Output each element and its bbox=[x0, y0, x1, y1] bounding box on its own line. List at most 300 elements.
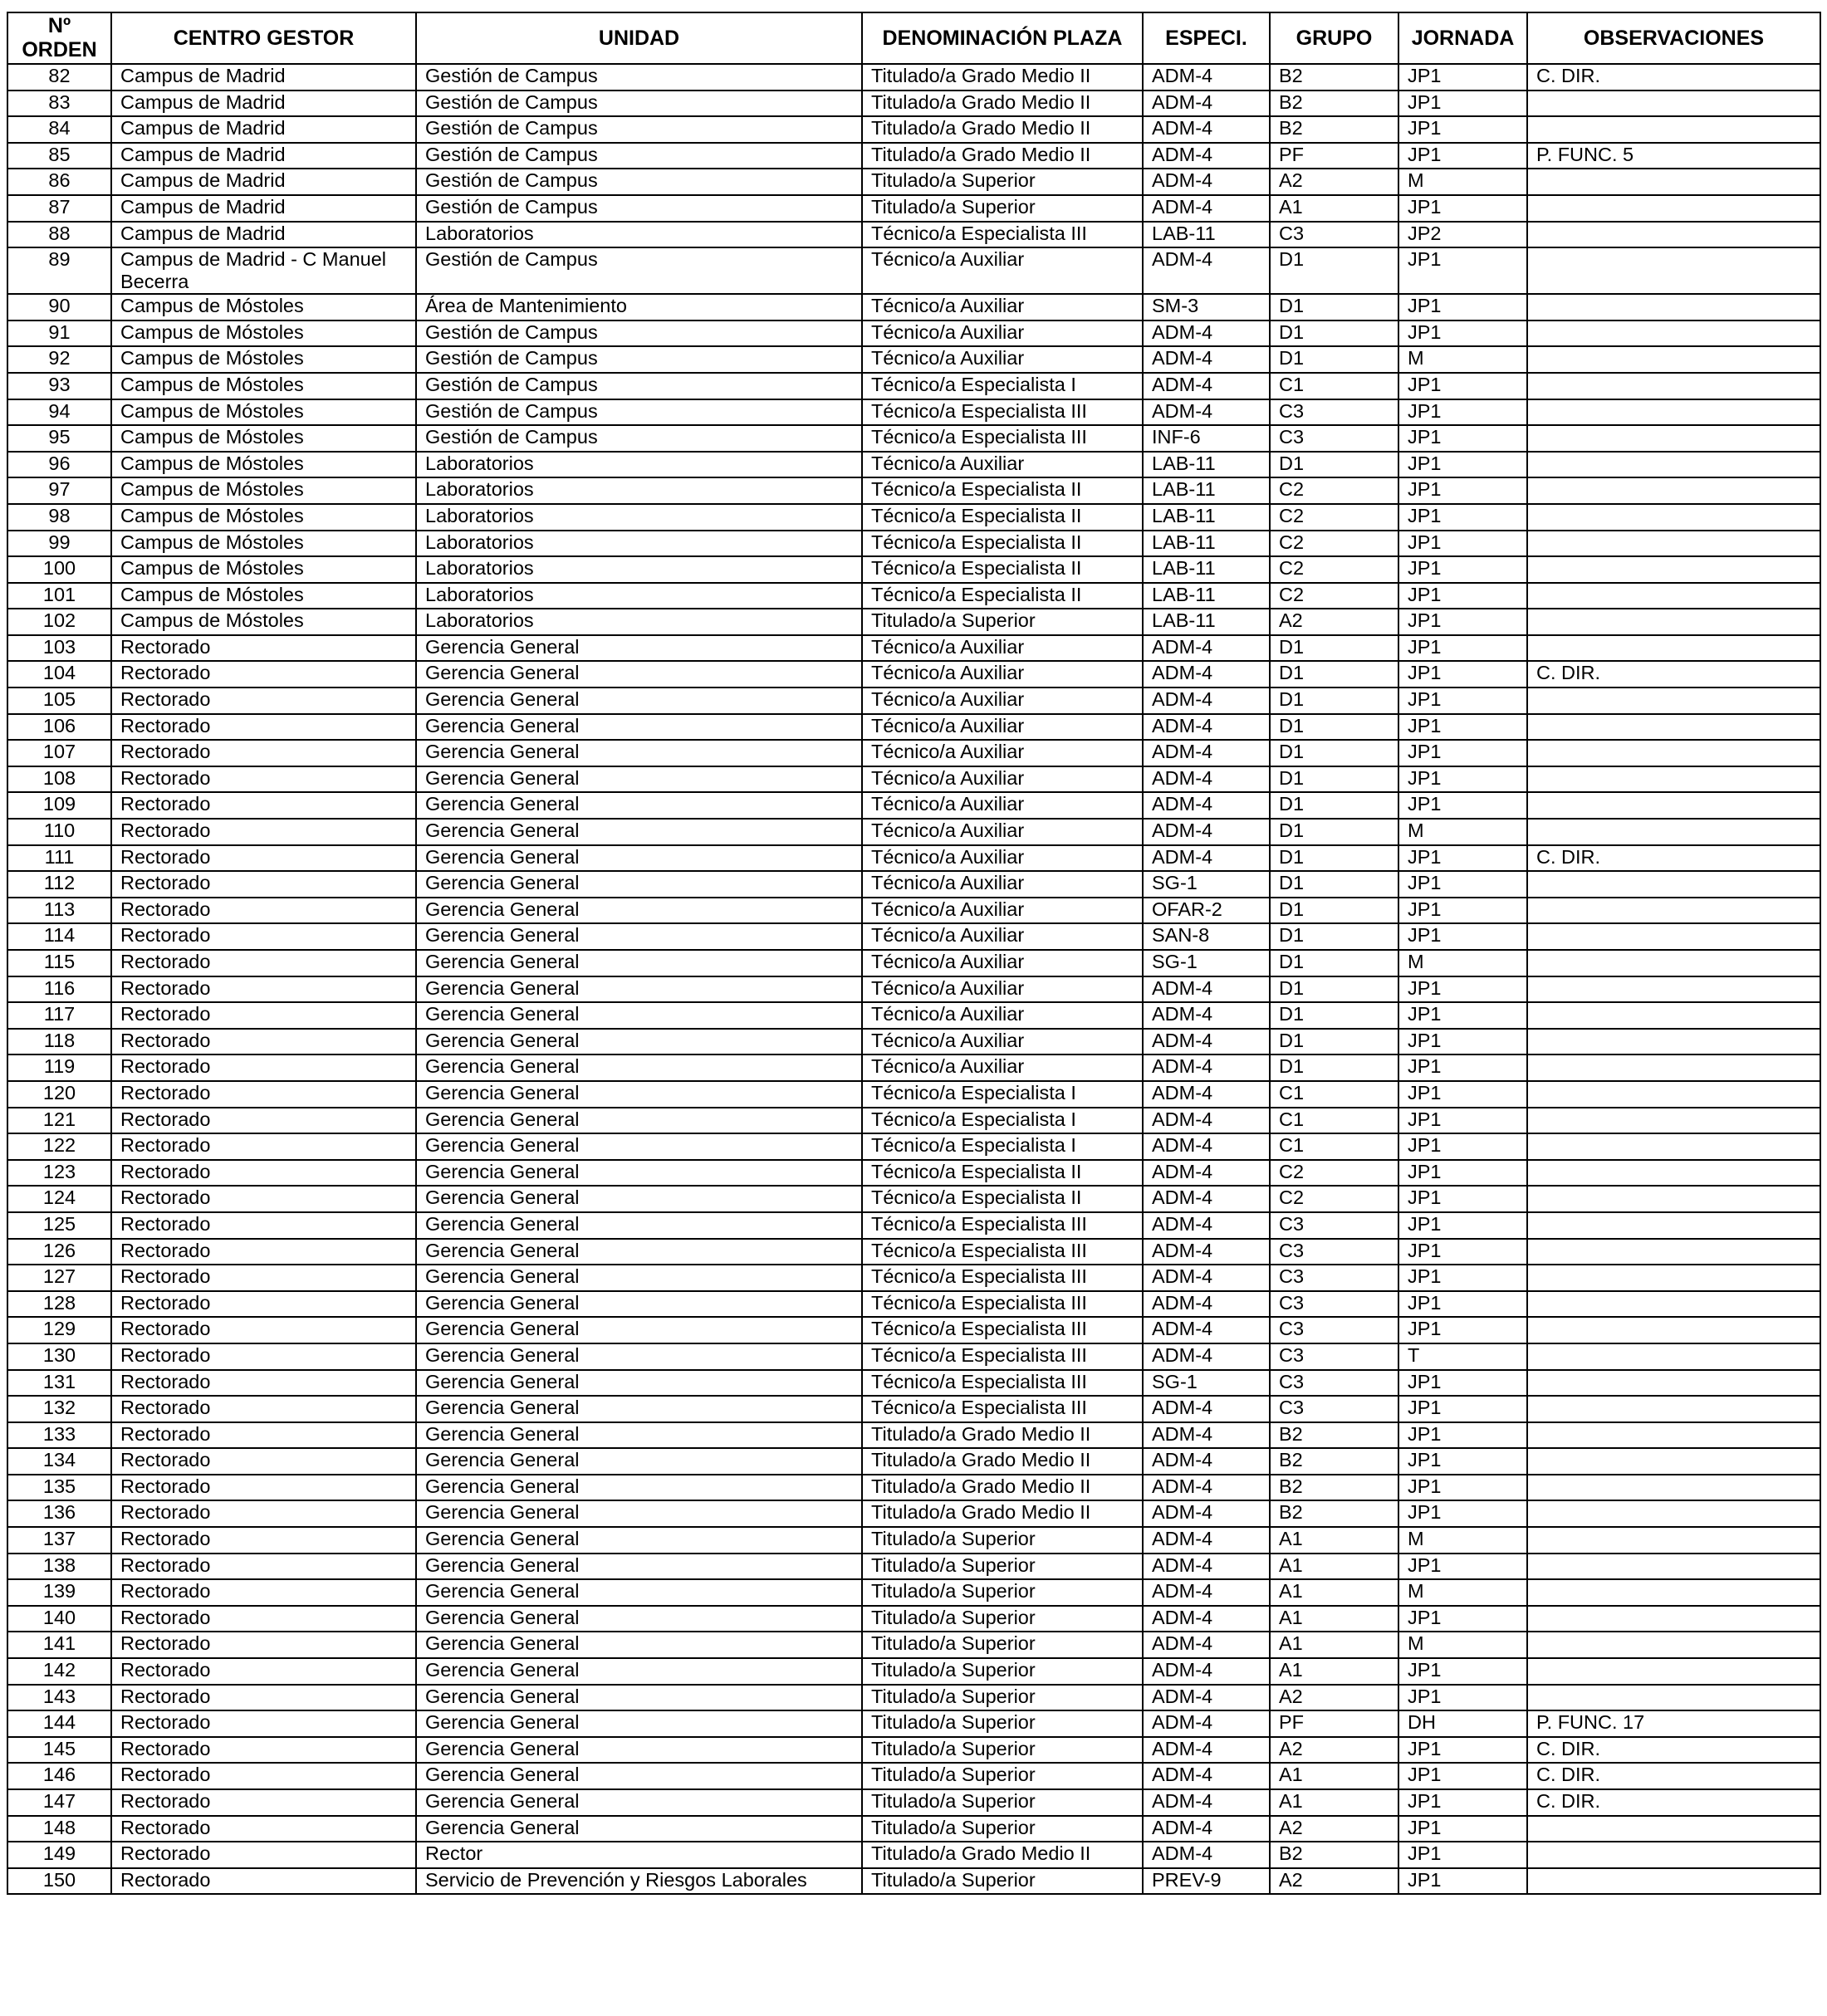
cell-unidad: Laboratorios bbox=[416, 504, 862, 531]
cell-unidad: Gerencia General bbox=[416, 1343, 862, 1370]
cell-orden: 149 bbox=[7, 1842, 111, 1868]
cell-centro-gestor: Rectorado bbox=[111, 1265, 416, 1291]
cell-centro-gestor: Campus de Madrid bbox=[111, 91, 416, 117]
cell-orden: 132 bbox=[7, 1396, 111, 1422]
cell-centro-gestor: Rectorado bbox=[111, 766, 416, 793]
cell-denominacion: Técnico/a Auxiliar bbox=[862, 950, 1143, 976]
cell-jornada: JP1 bbox=[1398, 1370, 1527, 1397]
cell-observaciones bbox=[1527, 635, 1820, 662]
cell-denominacion: Técnico/a Especialista I bbox=[862, 1108, 1143, 1134]
cell-grupo: A1 bbox=[1270, 1527, 1398, 1554]
table-row bbox=[7, 1002, 1820, 1029]
cell-unidad: Gerencia General bbox=[416, 792, 862, 819]
cell-observaciones bbox=[1527, 294, 1820, 321]
cell-jornada: JP1 bbox=[1398, 1554, 1527, 1580]
cell-jornada: JP1 bbox=[1398, 976, 1527, 1003]
cell-jornada: JP1 bbox=[1398, 1291, 1527, 1318]
cell-denominacion: Técnico/a Auxiliar bbox=[862, 1002, 1143, 1029]
cell-especialidad: ADM-4 bbox=[1143, 1658, 1270, 1685]
cell-denominacion: Técnico/a Auxiliar bbox=[862, 871, 1143, 898]
cell-centro-gestor: Rectorado bbox=[111, 1606, 416, 1632]
cell-jornada: M bbox=[1398, 819, 1527, 845]
cell-orden: 82 bbox=[7, 64, 111, 91]
cell-jornada: DH bbox=[1398, 1710, 1527, 1737]
table-row bbox=[7, 661, 1820, 687]
cell-observaciones bbox=[1527, 247, 1820, 294]
cell-centro-gestor: Rectorado bbox=[111, 1002, 416, 1029]
cell-unidad: Gerencia General bbox=[416, 1763, 862, 1789]
cell-grupo: B2 bbox=[1270, 1500, 1398, 1527]
cell-especialidad: LAB-11 bbox=[1143, 583, 1270, 609]
table-row bbox=[7, 169, 1820, 195]
cell-unidad: Gerencia General bbox=[416, 1554, 862, 1580]
cell-orden: 124 bbox=[7, 1186, 111, 1212]
cell-jornada: M bbox=[1398, 950, 1527, 976]
cell-grupo: B2 bbox=[1270, 1448, 1398, 1475]
cell-especialidad: ADM-4 bbox=[1143, 1108, 1270, 1134]
cell-grupo: C1 bbox=[1270, 373, 1398, 399]
cell-observaciones bbox=[1527, 1291, 1820, 1318]
cell-orden: 98 bbox=[7, 504, 111, 531]
cell-centro-gestor: Rectorado bbox=[111, 1133, 416, 1160]
cell-orden: 145 bbox=[7, 1737, 111, 1764]
cell-denominacion: Técnico/a Especialista III bbox=[862, 1291, 1143, 1318]
cell-denominacion: Técnico/a Especialista I bbox=[862, 373, 1143, 399]
cell-grupo: PF bbox=[1270, 1710, 1398, 1737]
cell-grupo: D1 bbox=[1270, 871, 1398, 898]
cell-denominacion: Titulado/a Superior bbox=[862, 1527, 1143, 1554]
cell-especialidad: ADM-4 bbox=[1143, 346, 1270, 373]
cell-orden: 110 bbox=[7, 819, 111, 845]
cell-observaciones bbox=[1527, 399, 1820, 426]
cell-orden: 134 bbox=[7, 1448, 111, 1475]
cell-centro-gestor: Rectorado bbox=[111, 1029, 416, 1055]
cell-observaciones bbox=[1527, 1002, 1820, 1029]
cell-unidad: Gerencia General bbox=[416, 1212, 862, 1239]
cell-denominacion: Titulado/a Grado Medio II bbox=[862, 1500, 1143, 1527]
cell-unidad: Gerencia General bbox=[416, 923, 862, 950]
cell-grupo: D1 bbox=[1270, 1002, 1398, 1029]
cell-denominacion: Titulado/a Superior bbox=[862, 609, 1143, 635]
cell-orden: 141 bbox=[7, 1632, 111, 1658]
cell-grupo: B2 bbox=[1270, 116, 1398, 143]
cell-orden: 130 bbox=[7, 1343, 111, 1370]
cell-especialidad: ADM-4 bbox=[1143, 766, 1270, 793]
cell-orden: 139 bbox=[7, 1579, 111, 1606]
cell-denominacion: Técnico/a Auxiliar bbox=[862, 792, 1143, 819]
cell-jornada: JP1 bbox=[1398, 1108, 1527, 1134]
cell-unidad: Laboratorios bbox=[416, 222, 862, 248]
cell-denominacion: Técnico/a Auxiliar bbox=[862, 452, 1143, 478]
cell-unidad: Gestión de Campus bbox=[416, 346, 862, 373]
table-row bbox=[7, 1186, 1820, 1212]
cell-observaciones: P. FUNC. 5 bbox=[1527, 143, 1820, 169]
cell-centro-gestor: Campus de Madrid bbox=[111, 169, 416, 195]
cell-centro-gestor: Campus de Madrid bbox=[111, 116, 416, 143]
cell-grupo: D1 bbox=[1270, 950, 1398, 976]
cell-centro-gestor: Rectorado bbox=[111, 1317, 416, 1343]
cell-grupo: B2 bbox=[1270, 1422, 1398, 1449]
cell-orden: 131 bbox=[7, 1370, 111, 1397]
table-row bbox=[7, 1317, 1820, 1343]
cell-denominacion: Técnico/a Especialista III bbox=[862, 1239, 1143, 1265]
table-row bbox=[7, 477, 1820, 504]
table-row bbox=[7, 195, 1820, 222]
cell-especialidad: ADM-4 bbox=[1143, 1186, 1270, 1212]
cell-centro-gestor: Campus de Móstoles bbox=[111, 477, 416, 504]
table-row bbox=[7, 1763, 1820, 1789]
cell-unidad: Gestión de Campus bbox=[416, 116, 862, 143]
cell-observaciones bbox=[1527, 504, 1820, 531]
table-row bbox=[7, 1554, 1820, 1580]
cell-denominacion: Técnico/a Especialista III bbox=[862, 1212, 1143, 1239]
cell-observaciones bbox=[1527, 1422, 1820, 1449]
cell-orden: 127 bbox=[7, 1265, 111, 1291]
cell-orden: 85 bbox=[7, 143, 111, 169]
cell-centro-gestor: Rectorado bbox=[111, 687, 416, 714]
cell-centro-gestor: Campus de Madrid - C Manuel Becerra bbox=[111, 247, 416, 294]
cell-grupo: A2 bbox=[1270, 1685, 1398, 1711]
cell-especialidad: LAB-11 bbox=[1143, 504, 1270, 531]
cell-especialidad: ADM-4 bbox=[1143, 64, 1270, 91]
cell-especialidad: ADM-4 bbox=[1143, 195, 1270, 222]
cell-orden: 84 bbox=[7, 116, 111, 143]
cell-unidad: Gerencia General bbox=[416, 1737, 862, 1764]
cell-especialidad: ADM-4 bbox=[1143, 1763, 1270, 1789]
cell-centro-gestor: Rectorado bbox=[111, 898, 416, 924]
cell-especialidad: LAB-11 bbox=[1143, 452, 1270, 478]
cell-unidad: Gerencia General bbox=[416, 1239, 862, 1265]
cell-unidad: Gerencia General bbox=[416, 1475, 862, 1501]
cell-grupo: PF bbox=[1270, 143, 1398, 169]
cell-grupo: D1 bbox=[1270, 452, 1398, 478]
cell-observaciones bbox=[1527, 1186, 1820, 1212]
cell-jornada: JP1 bbox=[1398, 399, 1527, 426]
cell-centro-gestor: Rectorado bbox=[111, 1763, 416, 1789]
cell-unidad: Gestión de Campus bbox=[416, 143, 862, 169]
cell-observaciones bbox=[1527, 1475, 1820, 1501]
cell-denominacion: Titulado/a Superior bbox=[862, 1789, 1143, 1816]
table-row bbox=[7, 1606, 1820, 1632]
cell-orden: 112 bbox=[7, 871, 111, 898]
cell-observaciones bbox=[1527, 1816, 1820, 1842]
cell-orden: 123 bbox=[7, 1160, 111, 1187]
cell-unidad: Gerencia General bbox=[416, 1527, 862, 1554]
cell-orden: 136 bbox=[7, 1500, 111, 1527]
cell-orden: 108 bbox=[7, 766, 111, 793]
cell-unidad: Gerencia General bbox=[416, 1081, 862, 1108]
table-row bbox=[7, 871, 1820, 898]
cell-observaciones bbox=[1527, 1317, 1820, 1343]
cell-especialidad: ADM-4 bbox=[1143, 1448, 1270, 1475]
cell-centro-gestor: Rectorado bbox=[111, 923, 416, 950]
table-row bbox=[7, 1632, 1820, 1658]
cell-orden: 126 bbox=[7, 1239, 111, 1265]
cell-grupo: D1 bbox=[1270, 976, 1398, 1003]
cell-observaciones bbox=[1527, 91, 1820, 117]
cell-especialidad: ADM-4 bbox=[1143, 1029, 1270, 1055]
cell-especialidad: ADM-4 bbox=[1143, 1160, 1270, 1187]
cell-grupo: D1 bbox=[1270, 346, 1398, 373]
cell-jornada: JP1 bbox=[1398, 609, 1527, 635]
cell-denominacion: Técnico/a Auxiliar bbox=[862, 687, 1143, 714]
cell-orden: 107 bbox=[7, 740, 111, 766]
cell-jornada: JP1 bbox=[1398, 504, 1527, 531]
table-row bbox=[7, 321, 1820, 347]
cell-jornada: JP1 bbox=[1398, 91, 1527, 117]
cell-centro-gestor: Rectorado bbox=[111, 845, 416, 872]
cell-especialidad: ADM-4 bbox=[1143, 661, 1270, 687]
cell-orden: 146 bbox=[7, 1763, 111, 1789]
cell-centro-gestor: Campus de Móstoles bbox=[111, 583, 416, 609]
table-row bbox=[7, 1658, 1820, 1685]
cell-observaciones bbox=[1527, 1632, 1820, 1658]
cell-jornada: JP1 bbox=[1398, 792, 1527, 819]
cell-especialidad: ADM-4 bbox=[1143, 321, 1270, 347]
cell-unidad: Gestión de Campus bbox=[416, 195, 862, 222]
cell-orden: 117 bbox=[7, 1002, 111, 1029]
cell-observaciones: C. DIR. bbox=[1527, 1789, 1820, 1816]
cell-orden: 101 bbox=[7, 583, 111, 609]
cell-grupo: D1 bbox=[1270, 321, 1398, 347]
table-row bbox=[7, 1370, 1820, 1397]
cell-denominacion: Técnico/a Auxiliar bbox=[862, 247, 1143, 294]
cell-especialidad: ADM-4 bbox=[1143, 1133, 1270, 1160]
cell-orden: 96 bbox=[7, 452, 111, 478]
cell-observaciones bbox=[1527, 1606, 1820, 1632]
cell-orden: 93 bbox=[7, 373, 111, 399]
cell-centro-gestor: Rectorado bbox=[111, 1212, 416, 1239]
table-row bbox=[7, 1265, 1820, 1291]
cell-jornada: M bbox=[1398, 1527, 1527, 1554]
cell-observaciones bbox=[1527, 1448, 1820, 1475]
cell-orden: 129 bbox=[7, 1317, 111, 1343]
cell-grupo: B2 bbox=[1270, 91, 1398, 117]
cell-especialidad: INF-6 bbox=[1143, 425, 1270, 452]
cell-observaciones bbox=[1527, 373, 1820, 399]
table-row bbox=[7, 425, 1820, 452]
cell-grupo: C3 bbox=[1270, 1370, 1398, 1397]
cell-centro-gestor: Rectorado bbox=[111, 1737, 416, 1764]
cell-centro-gestor: Campus de Móstoles bbox=[111, 373, 416, 399]
table-row bbox=[7, 792, 1820, 819]
cell-observaciones bbox=[1527, 740, 1820, 766]
cell-grupo: C3 bbox=[1270, 1291, 1398, 1318]
cell-denominacion: Técnico/a Auxiliar bbox=[862, 819, 1143, 845]
cell-observaciones bbox=[1527, 425, 1820, 452]
cell-denominacion: Técnico/a Especialista II bbox=[862, 1160, 1143, 1187]
header-observaciones: OBSERVACIONES bbox=[1527, 12, 1820, 64]
cell-unidad: Gerencia General bbox=[416, 1370, 862, 1397]
cell-jornada: JP1 bbox=[1398, 1317, 1527, 1343]
cell-unidad: Gestión de Campus bbox=[416, 91, 862, 117]
cell-orden: 125 bbox=[7, 1212, 111, 1239]
cell-unidad: Gerencia General bbox=[416, 1291, 862, 1318]
cell-jornada: JP1 bbox=[1398, 635, 1527, 662]
table-row bbox=[7, 1500, 1820, 1527]
cell-orden: 135 bbox=[7, 1475, 111, 1501]
header-centro-gestor: CENTRO GESTOR bbox=[111, 12, 416, 64]
table-row bbox=[7, 1133, 1820, 1160]
cell-orden: 83 bbox=[7, 91, 111, 117]
cell-centro-gestor: Campus de Móstoles bbox=[111, 609, 416, 635]
cell-especialidad: ADM-4 bbox=[1143, 373, 1270, 399]
table-row bbox=[7, 1422, 1820, 1449]
cell-denominacion: Técnico/a Especialista III bbox=[862, 425, 1143, 452]
cell-grupo: D1 bbox=[1270, 792, 1398, 819]
cell-grupo: C2 bbox=[1270, 504, 1398, 531]
cell-especialidad: ADM-4 bbox=[1143, 116, 1270, 143]
cell-grupo: A2 bbox=[1270, 1868, 1398, 1895]
cell-especialidad: ADM-4 bbox=[1143, 1422, 1270, 1449]
table-row bbox=[7, 346, 1820, 373]
cell-unidad: Gerencia General bbox=[416, 1448, 862, 1475]
cell-especialidad: ADM-4 bbox=[1143, 1842, 1270, 1868]
cell-jornada: JP1 bbox=[1398, 452, 1527, 478]
cell-centro-gestor: Campus de Madrid bbox=[111, 222, 416, 248]
cell-unidad: Gerencia General bbox=[416, 635, 862, 662]
cell-centro-gestor: Rectorado bbox=[111, 950, 416, 976]
table-row bbox=[7, 1054, 1820, 1081]
cell-centro-gestor: Campus de Móstoles bbox=[111, 346, 416, 373]
cell-unidad: Gerencia General bbox=[416, 1685, 862, 1711]
cell-jornada: M bbox=[1398, 1579, 1527, 1606]
table-row bbox=[7, 898, 1820, 924]
cell-observaciones: C. DIR. bbox=[1527, 845, 1820, 872]
cell-grupo: D1 bbox=[1270, 635, 1398, 662]
cell-observaciones bbox=[1527, 1500, 1820, 1527]
header-unidad: UNIDAD bbox=[416, 12, 862, 64]
cell-jornada: M bbox=[1398, 1632, 1527, 1658]
cell-especialidad: ADM-4 bbox=[1143, 1789, 1270, 1816]
cell-unidad: Gerencia General bbox=[416, 1029, 862, 1055]
cell-jornada: JP1 bbox=[1398, 1081, 1527, 1108]
cell-grupo: C1 bbox=[1270, 1108, 1398, 1134]
cell-observaciones bbox=[1527, 950, 1820, 976]
cell-especialidad: ADM-4 bbox=[1143, 91, 1270, 117]
cell-jornada: JP1 bbox=[1398, 1002, 1527, 1029]
cell-orden: 137 bbox=[7, 1527, 111, 1554]
cell-unidad: Gerencia General bbox=[416, 714, 862, 741]
cell-jornada: JP1 bbox=[1398, 1029, 1527, 1055]
cell-denominacion: Técnico/a Auxiliar bbox=[862, 1029, 1143, 1055]
table-row bbox=[7, 1212, 1820, 1239]
cell-centro-gestor: Rectorado bbox=[111, 1448, 416, 1475]
cell-grupo: C3 bbox=[1270, 1317, 1398, 1343]
cell-denominacion: Técnico/a Auxiliar bbox=[862, 1054, 1143, 1081]
table-header bbox=[7, 12, 1820, 64]
cell-jornada: JP1 bbox=[1398, 1054, 1527, 1081]
cell-grupo: A2 bbox=[1270, 1737, 1398, 1764]
cell-denominacion: Técnico/a Auxiliar bbox=[862, 346, 1143, 373]
cell-jornada: JP1 bbox=[1398, 321, 1527, 347]
cell-centro-gestor: Campus de Móstoles bbox=[111, 504, 416, 531]
cell-observaciones bbox=[1527, 766, 1820, 793]
table-row bbox=[7, 452, 1820, 478]
cell-jornada: JP1 bbox=[1398, 1160, 1527, 1187]
cell-jornada: JP1 bbox=[1398, 1265, 1527, 1291]
cell-especialidad: ADM-4 bbox=[1143, 845, 1270, 872]
cell-orden: 87 bbox=[7, 195, 111, 222]
cell-unidad: Laboratorios bbox=[416, 583, 862, 609]
cell-jornada: JP1 bbox=[1398, 898, 1527, 924]
cell-observaciones bbox=[1527, 1370, 1820, 1397]
cell-denominacion: Técnico/a Auxiliar bbox=[862, 845, 1143, 872]
cell-unidad: Gerencia General bbox=[416, 1816, 862, 1842]
cell-unidad: Gestión de Campus bbox=[416, 64, 862, 91]
table-row bbox=[7, 740, 1820, 766]
cell-centro-gestor: Rectorado bbox=[111, 1396, 416, 1422]
cell-especialidad: ADM-4 bbox=[1143, 740, 1270, 766]
cell-unidad: Gerencia General bbox=[416, 845, 862, 872]
cell-centro-gestor: Rectorado bbox=[111, 1475, 416, 1501]
cell-jornada: JP1 bbox=[1398, 247, 1527, 294]
table-row bbox=[7, 116, 1820, 143]
cell-especialidad: SG-1 bbox=[1143, 1370, 1270, 1397]
table-row bbox=[7, 556, 1820, 583]
cell-grupo: D1 bbox=[1270, 740, 1398, 766]
cell-unidad: Gerencia General bbox=[416, 871, 862, 898]
cell-orden: 114 bbox=[7, 923, 111, 950]
cell-jornada: JP1 bbox=[1398, 1763, 1527, 1789]
cell-jornada: JP1 bbox=[1398, 687, 1527, 714]
cell-orden: 104 bbox=[7, 661, 111, 687]
table-row bbox=[7, 1291, 1820, 1318]
cell-orden: 148 bbox=[7, 1816, 111, 1842]
cell-denominacion: Titulado/a Grado Medio II bbox=[862, 116, 1143, 143]
cell-jornada: JP1 bbox=[1398, 373, 1527, 399]
cell-centro-gestor: Rectorado bbox=[111, 792, 416, 819]
cell-denominacion: Titulado/a Grado Medio II bbox=[862, 64, 1143, 91]
cell-unidad: Gerencia General bbox=[416, 898, 862, 924]
cell-especialidad: ADM-4 bbox=[1143, 1606, 1270, 1632]
cell-denominacion: Técnico/a Auxiliar bbox=[862, 714, 1143, 741]
cell-unidad: Gestión de Campus bbox=[416, 247, 862, 294]
cell-orden: 102 bbox=[7, 609, 111, 635]
cell-centro-gestor: Rectorado bbox=[111, 976, 416, 1003]
cell-unidad: Gestión de Campus bbox=[416, 399, 862, 426]
header-row bbox=[7, 12, 1820, 64]
cell-orden: 106 bbox=[7, 714, 111, 741]
cell-especialidad: ADM-4 bbox=[1143, 1002, 1270, 1029]
cell-orden: 91 bbox=[7, 321, 111, 347]
cell-jornada: JP1 bbox=[1398, 1842, 1527, 1868]
cell-especialidad: LAB-11 bbox=[1143, 609, 1270, 635]
cell-denominacion: Titulado/a Superior bbox=[862, 1554, 1143, 1580]
cell-especialidad: ADM-4 bbox=[1143, 1054, 1270, 1081]
cell-orden: 121 bbox=[7, 1108, 111, 1134]
cell-denominacion: Titulado/a Superior bbox=[862, 169, 1143, 195]
cell-observaciones bbox=[1527, 1579, 1820, 1606]
cell-denominacion: Técnico/a Auxiliar bbox=[862, 661, 1143, 687]
cell-denominacion: Titulado/a Superior bbox=[862, 1579, 1143, 1606]
cell-unidad: Laboratorios bbox=[416, 556, 862, 583]
table-row bbox=[7, 1475, 1820, 1501]
cell-denominacion: Titulado/a Superior bbox=[862, 1685, 1143, 1711]
table-row bbox=[7, 143, 1820, 169]
cell-grupo: A2 bbox=[1270, 169, 1398, 195]
cell-unidad: Gerencia General bbox=[416, 1108, 862, 1134]
cell-jornada: JP1 bbox=[1398, 425, 1527, 452]
cell-centro-gestor: Rectorado bbox=[111, 1108, 416, 1134]
cell-jornada: JP1 bbox=[1398, 740, 1527, 766]
cell-denominacion: Titulado/a Superior bbox=[862, 1737, 1143, 1764]
cell-centro-gestor: Rectorado bbox=[111, 1370, 416, 1397]
cell-grupo: A1 bbox=[1270, 1554, 1398, 1580]
cell-especialidad: ADM-4 bbox=[1143, 1239, 1270, 1265]
cell-jornada: JP1 bbox=[1398, 1448, 1527, 1475]
cell-centro-gestor: Rectorado bbox=[111, 1658, 416, 1685]
